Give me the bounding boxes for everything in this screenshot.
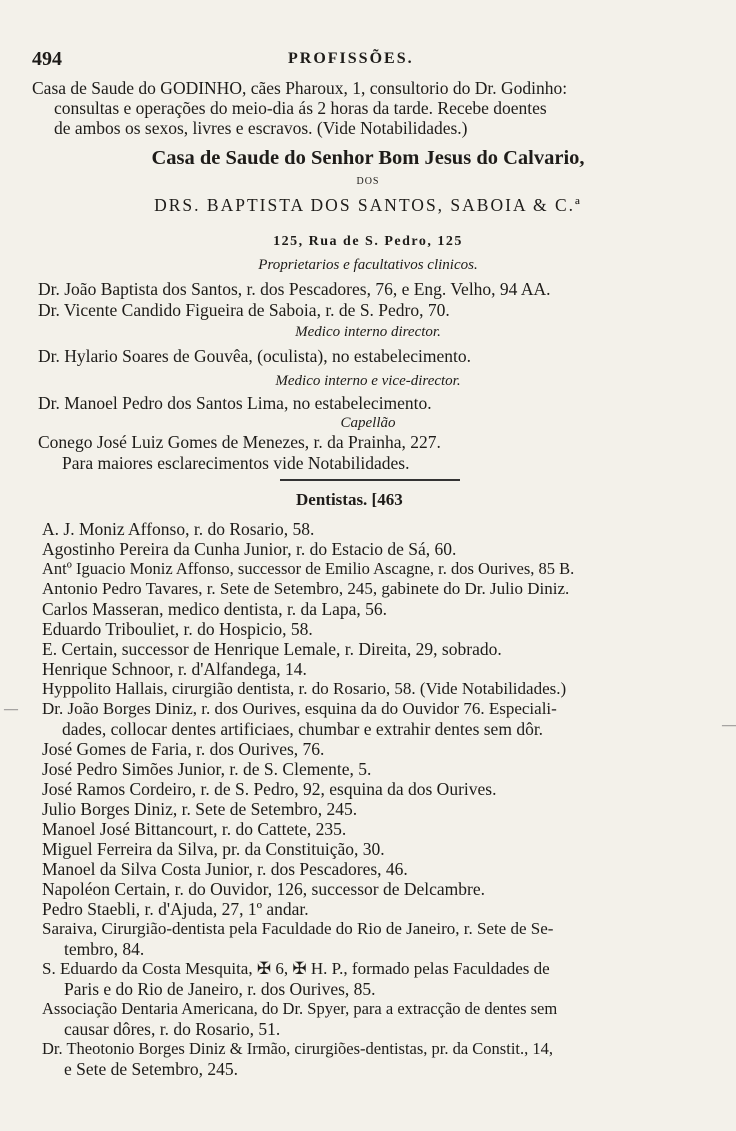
calvario-title: Casa de Saude do Senhor Bom Jesus do Calvario, [151, 147, 585, 169]
running-title: PROFISSÕES. [288, 50, 414, 67]
dentist-line: A. J. Moniz Affonso, r. do Rosario, 58. [42, 519, 315, 539]
director: Dr. Hylario Soares de Gouvêa, (oculista), no estabelecimento. [38, 346, 471, 366]
dentist-line: Antonio Pedro Tavares, r. Sete de Setembro, 245, gabinete do Dr. Julio Diniz. [42, 579, 570, 598]
dentist-line: José Pedro Simões Junior, r. de S. Clemente, 5. [42, 759, 372, 779]
dentist-line: S. Eduardo da Costa Mesquita, ✠ 6, ✠ H. P., formado pelas Faculdades de [42, 959, 550, 978]
owner-1: Dr. João Baptista dos Santos, r. dos Pescadores, 76, e Eng. Velho, 94 AA. [38, 279, 551, 299]
margin-mark: — [4, 702, 18, 717]
dentist-line: José Gomes de Faria, r. dos Ourives, 76. [42, 739, 325, 759]
dentists-heading: Dentistas. [463 [296, 490, 403, 509]
godinho-line-1: Casa de Saude do GODINHO, cães Pharoux, 1, consultorio do Dr. Godinho: [32, 78, 568, 98]
dentist-line: Paris e do Rio de Janeiro, r. dos Ourives, 85. [64, 979, 376, 999]
dentist-line: Carlos Masseran, medico dentista, r. da Lapa, 56. [42, 599, 388, 619]
margin-mark: — [722, 718, 736, 733]
section-rule [280, 479, 460, 481]
dentist-line: Julio Borges Diniz, r. Sete de Setembro, 245. [42, 799, 358, 819]
chaplain-heading: Capellão [340, 415, 396, 431]
dentist-line: Saraiva, Cirurgião-dentista pela Faculdade do Rio de Janeiro, r. Sete de Se- [42, 919, 554, 938]
dentist-line: Antº Iguacio Moniz Affonso, successor de Emilio Ascagne, r. dos Ourives, 85 B. [42, 559, 575, 578]
dentist-line: Agostinho Pereira da Cunha Junior, r. do Estacio de Sá, 60. [42, 539, 457, 559]
vice-heading: Medico interno e vice-director. [275, 373, 461, 389]
dentist-line: Napoléon Certain, r. do Ouvidor, 126, successor de Delcambre. [42, 879, 485, 899]
vice-director: Dr. Manoel Pedro dos Santos Lima, no estabelecimento. [38, 393, 432, 413]
dentist-line: Henrique Schnoor, r. d'Alfandega, 14. [42, 659, 307, 679]
calvario-dos: DOS [356, 176, 380, 187]
dentist-line: Manoel da Silva Costa Junior, r. dos Pescadores, 46. [42, 859, 408, 879]
dentist-line: Dr. Theotonio Borges Diniz & Irmão, cirurgiões-dentistas, pr. da Constit., 14, [42, 1039, 553, 1058]
page-number: 494 [32, 48, 62, 70]
dentist-line: dades, collocar dentes artificiaes, chumbar e extrahir dentes sem dôr. [62, 719, 544, 739]
calvario-note: Para maiores esclarecimentos vide Notabilidades. [62, 453, 410, 473]
dentist-line: Manoel José Bittancourt, r. do Cattete, 235. [42, 819, 347, 839]
dentist-line: E. Certain, successor de Henrique Lemale, r. Direita, 29, sobrado. [42, 639, 502, 659]
dentist-line: tembro, 84. [64, 939, 145, 959]
dentist-line: Miguel Ferreira da Silva, pr. da Constituição, 30. [42, 839, 385, 859]
dentist-line: Associação Dentaria Americana, do Dr. Spyer, para a extracção de dentes sem [42, 999, 558, 1018]
dentist-line: Eduardo Tribouliet, r. do Hospicio, 58. [42, 619, 313, 639]
dentist-line: Hyppolito Hallais, cirurgião dentista, r. do Rosario, 58. (Vide Notabilidades.) [42, 679, 567, 698]
godinho-line-2: consultas e operações do meio-dia ás 2 horas da tarde. Recebe doentes [54, 98, 547, 118]
dentist-line: causar dôres, r. do Rosario, 51. [64, 1019, 281, 1039]
calvario-doctors: DRS. BAPTISTA DOS SANTOS, SABOIA & C.ª [154, 195, 582, 215]
director-heading: Medico interno director. [295, 324, 441, 340]
calvario-address: 125, Rua de S. Pedro, 125 [273, 234, 463, 249]
dentist-line: Dr. João Borges Diniz, r. dos Ourives, esquina da do Ouvidor 76. Especiali- [42, 699, 557, 718]
owner-2: Dr. Vicente Candido Figueira de Saboia, r. de S. Pedro, 70. [38, 300, 450, 320]
dentist-line: José Ramos Cordeiro, r. de S. Pedro, 92, esquina da dos Ourives. [42, 779, 497, 799]
owners-heading: Proprietarios e facultativos clinicos. [258, 257, 478, 273]
dentist-line: Pedro Staebli, r. d'Ajuda, 27, 1º andar. [42, 899, 309, 919]
chaplain: Conego José Luiz Gomes de Menezes, r. da Prainha, 227. [38, 432, 441, 452]
godinho-line-3: de ambos os sexos, livres e escravos. (Vide Notabilidades.) [54, 118, 468, 138]
dentist-line: e Sete de Setembro, 245. [64, 1059, 238, 1079]
